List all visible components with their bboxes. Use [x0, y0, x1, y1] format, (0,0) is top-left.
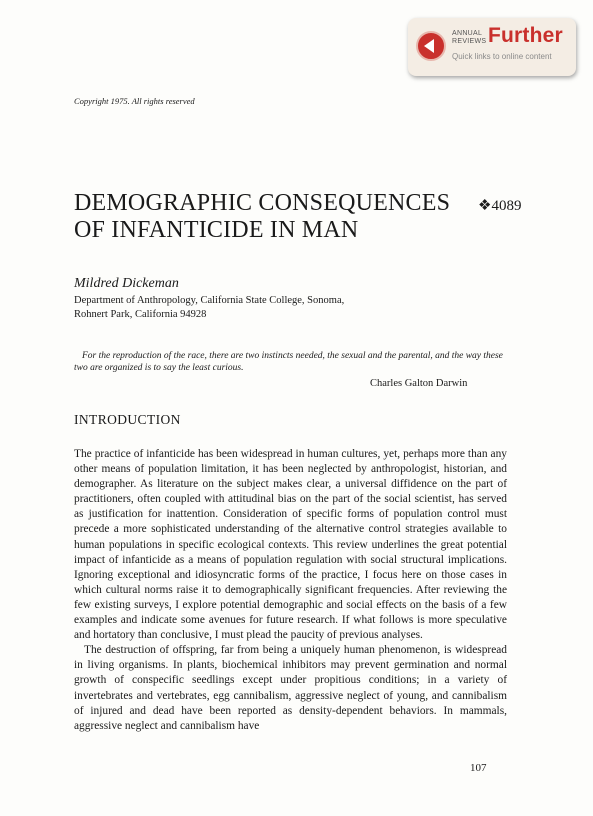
page-number: 107	[470, 762, 487, 774]
affiliation-line-1: Department of Anthropology, California State College, Sonoma,	[74, 295, 345, 306]
epigraph-quote: For the reproduction of the race, there are two instincts needed, the sexual and the parental, and the way these two are organized is to say the least curious.	[74, 351, 503, 373]
affiliation-line-2: Rohnert Park, California 94928	[74, 308, 207, 320]
body-text	[74, 447, 507, 734]
article-title: DEMOGRAPHIC CONSEQUENCES OF INFANTICIDE IN MAN	[74, 190, 451, 243]
play-arrow-icon	[416, 31, 446, 61]
author-affiliation	[74, 294, 344, 321]
paragraph: The destruction of offspring, far from being a uniquely human phenomenon, is widespread in living organisms. In plants, biochemical inhibitors may prevent germination and normal growth of conspecific seedlings except under propitious conditions; in a variety of invertebrates and vertebrates, egg cannibalism, aggressive neglect of young, and cannibalism of injured and dead have been reported as density-dependent behaviors. In mammals, aggressive neglect and cannibalism have	[74, 644, 507, 732]
further-label: Further	[488, 24, 563, 47]
annual-reviews-further-badge[interactable]	[408, 18, 576, 76]
annual-reviews-label: ANNUAL REVIEWS	[452, 30, 487, 45]
paragraph: The practice of infanticide has been widespread in human cultures, yet, perhaps more than any other means of population limitation, it has been neglected by anthropologist, historian, and demographer. As literature on the subject makes clear, a universal diffidence on the part of practitioners, often coupled with attitudinal bias on the part of the social scientist, has served as justification for inattention. Consideration of specific forms of population control must precede a more sophisticated understanding of the alternative control strategies available to human populations in specific ecological contexts. This review underlines the great potential impact of infanticide as a means of population regulation with social structural implications. Ignoring exceptional and idiosyncratic forms of the practice, I focus here on those cases in which cultural norms raise it to demographically significant frequencies. After reviewing the few existing surveys, I explore potential demographic and social effects on the basis of a few examples and indicate some avenues for future research. If what follows is more speculative and hortatory than conclusive, I must plead the paucity of previous analyses.	[74, 448, 507, 642]
author-name: Mildred Dickeman	[74, 276, 179, 291]
further-tagline: Quick links to online content	[452, 52, 552, 61]
section-heading: INTRODUCTION	[74, 412, 181, 427]
epigraph-author: Charles Galton Darwin	[370, 378, 468, 389]
article-code: ❖4089	[478, 198, 522, 214]
copyright-notice: Copyright 1975. All rights reserved	[74, 96, 195, 106]
